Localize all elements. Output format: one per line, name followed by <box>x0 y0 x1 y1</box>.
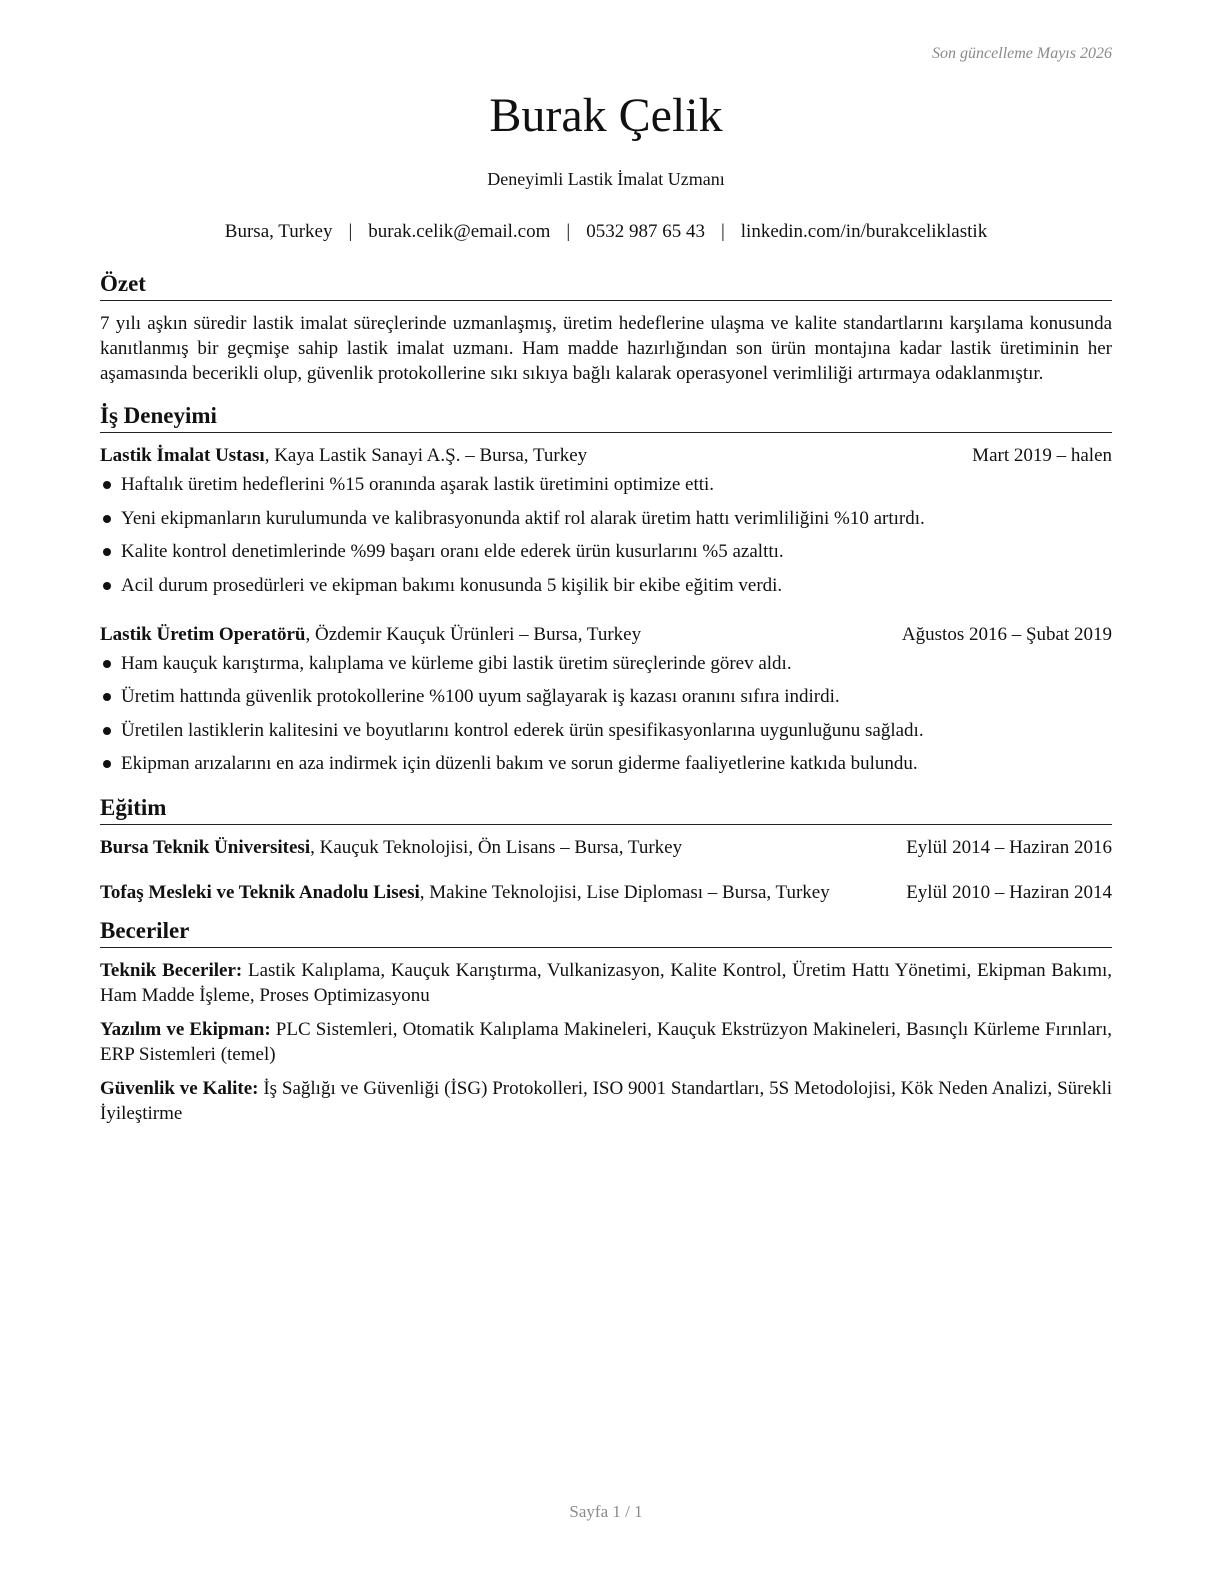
bullet-text: Kalite kontrol denetimlerinde %99 başarı oranı elde ederek ürün kusurlarını %5 azalttı. <box>121 541 784 562</box>
skill-group-label: Güvenlik ve Kalite: <box>100 1078 259 1099</box>
job-title-line <box>100 443 587 468</box>
skill-group-text: İş Sağlığı ve Güvenliği (İSG) Protokolleri, ISO 9001 Standartları, 5S Metodolojisi, Kök Neden Analizi, Sürekli İyileştirme <box>100 1078 1112 1124</box>
bullet-item <box>100 684 1112 709</box>
skill-group-text: PLC Sistemleri, Otomatik Kalıplama Makineleri, Kauçuk Ekstrüzyon Makineleri, Basınçlı Kürleme Fırınları, ERP Sistemleri (temel) <box>100 1019 1112 1065</box>
contact-line <box>100 219 1112 245</box>
bullet-text: Üretilen lastiklerin kalitesini ve boyutlarını kontrol ederek ürün spesifikasyonlarına uygunluğunu sağladı. <box>121 719 924 741</box>
education-dates: Eylül 2014 – Haziran 2016 <box>906 837 1112 858</box>
job-dates: Mart 2019 – halen <box>972 445 1112 466</box>
job-entry <box>100 622 1112 777</box>
bullet-icon <box>103 660 111 668</box>
job-header <box>100 622 1112 647</box>
page-number: Sayfa 1 / 1 <box>569 1502 643 1521</box>
bullet-icon <box>103 515 111 523</box>
education-program: , Kauçuk Teknolojisi, Ön Lisans – Bursa, Turkey <box>310 837 683 858</box>
skill-group-label: Yazılım ve Ekipman: <box>100 1019 271 1040</box>
contact-linkedin[interactable]: linkedin.com/in/burakceliklastik <box>740 221 988 242</box>
job-company: , Özdemir Kauçuk Ürünleri – Bursa, Turkey <box>305 623 642 645</box>
bullet-icon <box>103 481 111 489</box>
bullet-item <box>100 573 1112 598</box>
bullet-text: Yeni ekipmanların kurulumunda ve kalibrasyonunda aktif rol alarak üretim hattı verimliliğini %10 artırdı. <box>121 507 925 529</box>
bullet-item <box>100 506 1112 531</box>
skill-group <box>100 1017 1112 1067</box>
bullet-icon <box>103 760 111 768</box>
contact-separator: | <box>566 221 571 242</box>
candidate-name: Burak Çelik <box>489 89 723 142</box>
bullet-item <box>100 539 1112 564</box>
bullet-item <box>100 751 1112 776</box>
summary-text: 7 yılı aşkın süredir lastik imalat süreçlerinde uzmanlaşmış, üretim hedeflerine ulaşma ve kalite standartlarını karşılama konusunda kanıtlanmış bir geçmişe sahip lastik imalat uzmanı. Ham madde hazırlığından son ürün montajına kadar lastik üretiminin her aşamasında becerikli olup, güvenlik protokollerine sıkı sıkıya bağlı kalarak operasyonel verimliliği artırmaya odaklanmıştır. <box>100 313 1112 384</box>
candidate-title: Deneyimli Lastik İmalat Uzmanı <box>487 169 725 189</box>
job-entry <box>100 443 1112 598</box>
resume-content <box>100 270 1112 1135</box>
bullet-icon <box>103 582 111 590</box>
education-school: Tofaş Mesleki ve Teknik Anadolu Lisesi <box>100 882 420 903</box>
skill-group-label: Teknik Beceriler: <box>100 960 243 981</box>
contact-location: Bursa, Turkey <box>224 221 333 242</box>
bullet-icon <box>103 693 111 701</box>
section-heading-summary: Özet <box>100 270 1112 301</box>
education-entry <box>100 835 1112 860</box>
bullet-icon <box>103 548 111 556</box>
bullet-item <box>100 651 1112 676</box>
job-role: Lastik İmalat Ustası <box>100 445 265 466</box>
job-header <box>100 443 1112 468</box>
bullet-text: Ham kauçuk karıştırma, kalıplama ve kürleme gibi lastik üretim süreçlerinde görev aldı. <box>121 652 792 674</box>
bullet-item <box>100 718 1112 743</box>
job-role: Lastik Üretim Operatörü <box>100 623 306 645</box>
section-heading-experience: İş Deneyimi <box>100 402 1112 433</box>
job-title-line <box>100 622 641 647</box>
bullet-text: Acil durum prosedürleri ve ekipman bakımı konusunda 5 kişilik bir ekibe eğitim verdi. <box>121 574 783 596</box>
education-program: , Makine Teknolojisi, Lise Diploması – Bursa, Turkey <box>419 882 830 903</box>
skill-group-text: Lastik Kalıplama, Kauçuk Karıştırma, Vulkanizasyon, Kalite Kontrol, Üretim Hattı Yönetimi, Ekipman Bakımı, Ham Madde İşleme, Proses Optimizasyonu <box>100 960 1113 1006</box>
skill-group <box>100 958 1112 1008</box>
bullet-text: Üretim hattında güvenlik protokollerine %100 uyum sağlayarak iş kazası oranını sıfıra indirdi. <box>121 686 840 707</box>
education-details <box>100 835 906 860</box>
job-bullets <box>100 472 1112 598</box>
education-details <box>100 880 906 905</box>
contact-separator: | <box>348 221 353 242</box>
last-updated: Son güncelleme Mayıs 2026 <box>932 45 1112 62</box>
contact-separator: | <box>720 221 725 242</box>
education-school: Bursa Teknik Üniversitesi <box>100 837 311 858</box>
job-dates: Ağustos 2016 – Şubat 2019 <box>901 623 1112 645</box>
education-dates: Eylül 2010 – Haziran 2014 <box>906 882 1112 903</box>
skill-group <box>100 1076 1112 1126</box>
bullet-text: Ekipman arızalarını en aza indirmek için düzenli bakım ve sorun giderme faaliyetlerine katkıda bulundu. <box>121 753 918 774</box>
section-heading-education: Eğitim <box>100 794 1112 825</box>
education-entry <box>100 880 1112 905</box>
bullet-icon <box>103 727 111 735</box>
section-heading-skills: Beceriler <box>100 917 1112 948</box>
job-bullets <box>100 651 1112 777</box>
job-company: , Kaya Lastik Sanayi A.Ş. – Bursa, Turkey <box>264 445 588 466</box>
resume-page <box>100 0 1112 1584</box>
contact-email[interactable]: burak.celik@email.com <box>368 221 551 242</box>
bullet-text: Haftalık üretim hedeflerini %15 oranında aşarak lastik üretimini optimize etti. <box>121 474 715 495</box>
contact-phone[interactable]: 0532 987 65 43 <box>586 221 705 242</box>
bullet-item <box>100 472 1112 497</box>
